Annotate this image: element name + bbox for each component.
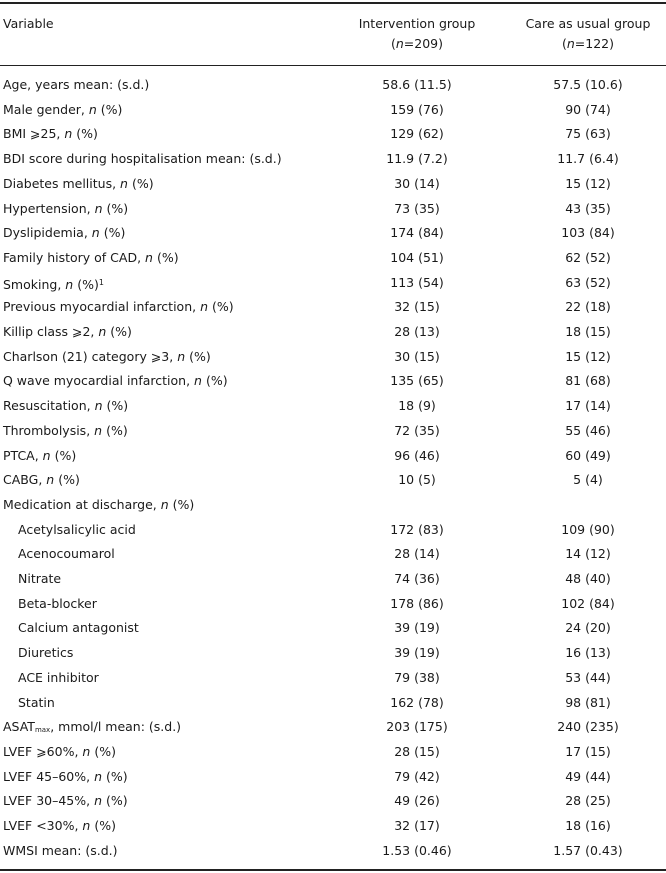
table-row — [0, 567, 666, 592]
care-as-usual-value: 63 (52) — [565, 274, 611, 290]
care-as-usual-value: 49 (44) — [565, 768, 611, 784]
table-row — [0, 839, 666, 864]
row-label: Family history of CAD, n (%) — [3, 249, 179, 265]
table-row — [0, 616, 666, 641]
intervention-value: 10 (5) — [398, 472, 436, 488]
care-as-usual-value: 57.5 (10.6) — [553, 77, 623, 92]
bottom-rule — [0, 869, 666, 871]
intervention-value: 74 (36) — [394, 571, 440, 586]
row-label: Hypertension, n (%) — [3, 200, 129, 216]
care-as-usual-value: 62 (52) — [565, 249, 611, 265]
table-row — [0, 271, 666, 296]
intervention-value: 28 (15) — [394, 743, 440, 759]
care-as-usual-value: 24 (20) — [565, 620, 611, 636]
care-as-usual-value: 15 (12) — [565, 348, 611, 364]
header-care-as-usual-title: Care as usual group — [525, 16, 651, 31]
care-as-usual-value: 28 (25) — [565, 793, 611, 809]
table-row — [0, 172, 666, 197]
table-row — [0, 518, 666, 543]
intervention-value: 18 (9) — [398, 398, 436, 414]
care-as-usual-value: 18 (16) — [565, 818, 611, 833]
row-label: Previous myocardial infarction, n (%) — [3, 299, 234, 315]
intervention-value: 28 (13) — [394, 324, 440, 339]
care-as-usual-value: 11.7 (6.4) — [557, 151, 619, 167]
row-label: Male gender, n (%) — [3, 101, 123, 117]
care-as-usual-value: 75 (63) — [565, 126, 611, 142]
table-row — [0, 246, 666, 271]
table-row — [0, 691, 666, 716]
care-as-usual-value: 53 (44) — [565, 669, 611, 685]
header-variable: Variable — [3, 16, 54, 31]
care-as-usual-value: 103 (84) — [561, 225, 615, 241]
table-row — [0, 122, 666, 147]
intervention-value: 135 (65) — [390, 373, 444, 389]
intervention-value: 30 (14) — [394, 175, 440, 191]
intervention-value: 11.9 (7.2) — [386, 151, 448, 167]
care-as-usual-value: 17 (14) — [565, 398, 611, 414]
intervention-value: 58.6 (11.5) — [382, 77, 452, 92]
intervention-value: 129 (62) — [390, 126, 444, 142]
table-row — [0, 369, 666, 394]
intervention-value: 203 (175) — [386, 719, 448, 735]
row-label: Nitrate — [18, 571, 62, 586]
care-as-usual-value: 43 (35) — [565, 200, 611, 216]
care-as-usual-value: 1.57 (0.43) — [553, 842, 623, 858]
intervention-value: 73 (35) — [394, 200, 440, 216]
row-label: Medication at discharge, n (%) — [3, 496, 195, 512]
intervention-value: 113 (54) — [390, 274, 444, 290]
intervention-value: 28 (14) — [394, 546, 440, 562]
care-as-usual-value: 90 (74) — [565, 101, 611, 117]
intervention-value: 96 (46) — [394, 447, 440, 463]
row-label: Charlson (21) category ⩾3, n (%) — [3, 348, 211, 364]
intervention-value: 32 (15) — [394, 299, 440, 315]
row-label: Calcium antagonist — [18, 620, 139, 636]
care-as-usual-value: 16 (13) — [565, 645, 611, 661]
row-label: LVEF ⩾60%, n (%) — [3, 743, 116, 759]
row-label: Age, years mean: (s.d.) — [3, 77, 150, 92]
table-row — [0, 419, 666, 444]
table-row — [0, 394, 666, 419]
intervention-value: 174 (84) — [390, 225, 444, 241]
intervention-value: 178 (86) — [390, 595, 444, 611]
intervention-value: 32 (17) — [394, 818, 440, 833]
care-as-usual-value: 17 (15) — [565, 743, 611, 759]
intervention-value: 49 (26) — [394, 793, 440, 809]
care-as-usual-value: 18 (15) — [565, 324, 611, 339]
row-label: Diabetes mellitus, n (%) — [3, 175, 154, 191]
top-rule — [0, 2, 666, 4]
care-as-usual-value: 81 (68) — [565, 373, 611, 389]
table-row — [0, 493, 666, 518]
table-row — [0, 814, 666, 839]
table-row — [0, 740, 666, 765]
row-label: Diuretics — [18, 645, 74, 661]
intervention-value: 30 (15) — [394, 348, 440, 364]
intervention-value: 39 (19) — [394, 645, 440, 661]
care-as-usual-value: 14 (12) — [565, 546, 611, 562]
table-row — [0, 295, 666, 320]
row-label: LVEF 30–45%, n (%) — [3, 793, 128, 809]
table-row — [0, 765, 666, 790]
table-row — [0, 592, 666, 617]
table-row — [0, 320, 666, 345]
intervention-value: 72 (35) — [394, 422, 440, 438]
care-as-usual-value: 240 (235) — [557, 719, 619, 735]
row-label: WMSI mean: (s.d.) — [3, 842, 118, 858]
care-as-usual-value: 5 (4) — [573, 472, 603, 488]
row-label: CABG, n (%) — [3, 472, 80, 488]
row-label: PTCA, n (%) — [3, 447, 77, 463]
table-row — [0, 345, 666, 370]
care-as-usual-value: 109 (90) — [561, 521, 615, 537]
row-label: Killip class ⩾2, n (%) — [3, 324, 132, 339]
intervention-value: 159 (76) — [390, 101, 444, 117]
row-label: Acetylsalicylic acid — [18, 521, 136, 537]
header-care-as-usual — [490, 14, 666, 54]
table-row — [0, 468, 666, 493]
row-label: Dyslipidemia, n (%) — [3, 225, 126, 241]
row-label: Beta-blocker — [18, 595, 97, 611]
intervention-value: 162 (78) — [390, 694, 444, 710]
intervention-value: 104 (51) — [390, 249, 444, 265]
intervention-value: 79 (38) — [394, 669, 440, 685]
header-intervention-title: Intervention group — [358, 16, 476, 31]
row-label: LVEF 45–60%, n (%) — [3, 768, 128, 784]
intervention-value: 39 (19) — [394, 620, 440, 636]
row-label: LVEF <30%, n (%) — [3, 818, 116, 833]
row-label: Smoking, n (%)$^1$ — [3, 276, 104, 292]
table-row — [0, 98, 666, 123]
table-row — [0, 666, 666, 691]
row-label: ACE inhibitor — [18, 669, 99, 685]
care-as-usual-value: 55 (46) — [565, 422, 611, 438]
row-label: ASATmax, mmol/l mean: (s.d.) — [3, 719, 182, 735]
header-care-as-usual-n: (n=122) — [561, 36, 615, 51]
intervention-value: 79 (42) — [394, 768, 440, 784]
intervention-value: 1.53 (0.46) — [382, 842, 452, 858]
table-row — [0, 197, 666, 222]
table-row — [0, 221, 666, 246]
care-as-usual-value: 60 (49) — [565, 447, 611, 463]
header-rule — [0, 65, 666, 66]
care-as-usual-value: 15 (12) — [565, 175, 611, 191]
row-label: Thrombolysis, n (%) — [3, 422, 128, 438]
header-intervention-n: (n=209) — [390, 36, 444, 51]
table-row — [0, 715, 666, 740]
care-as-usual-value: 22 (18) — [565, 299, 611, 315]
row-label: Resuscitation, n (%) — [3, 398, 129, 414]
row-label: Acenocoumarol — [18, 546, 115, 562]
care-as-usual-value: 98 (81) — [565, 694, 611, 710]
care-as-usual-value: 48 (40) — [565, 571, 611, 586]
care-as-usual-value: 102 (84) — [561, 595, 615, 611]
intervention-value: 172 (83) — [390, 521, 444, 537]
table-row — [0, 542, 666, 567]
table-row — [0, 789, 666, 814]
table-row — [0, 641, 666, 666]
row-label: Q wave myocardial infarction, n (%) — [3, 373, 228, 389]
table-row — [0, 444, 666, 469]
table-row — [0, 147, 666, 172]
row-label: BDI score during hospitalisation mean: (s.d.) — [3, 151, 282, 167]
row-label: BMI ⩾25, n (%) — [3, 126, 98, 142]
row-label: Statin — [18, 694, 55, 710]
table-row — [0, 73, 666, 98]
